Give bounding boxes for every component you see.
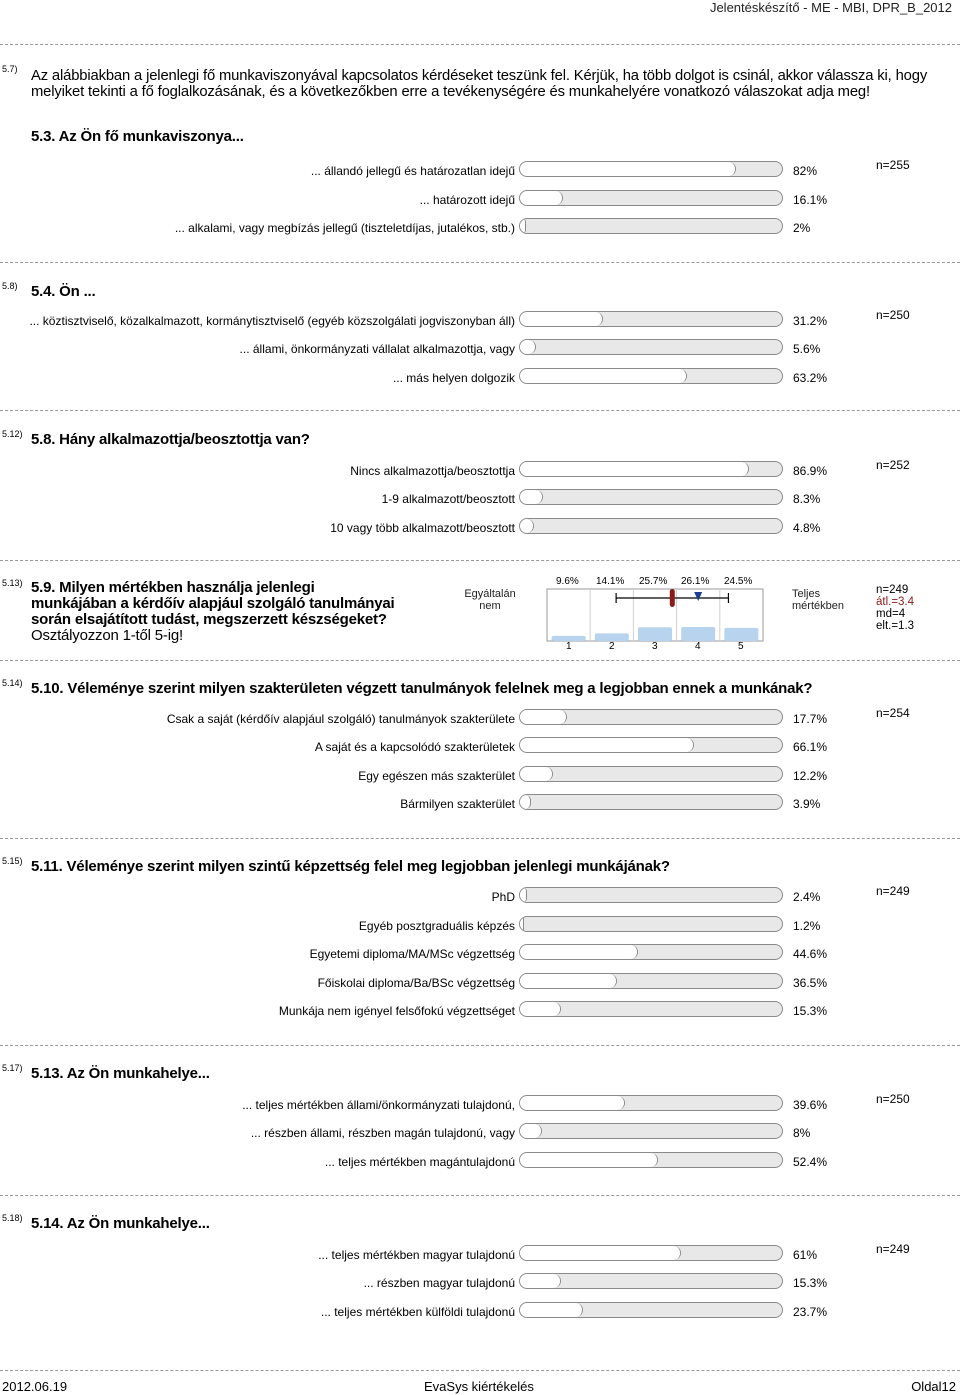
option-label: ... más helyen dolgozik xyxy=(392,371,515,385)
option-label: A saját és a kapcsolódó szakterületek xyxy=(314,740,515,754)
result-bar xyxy=(519,916,783,932)
scale-right-label: Teljes mértékben xyxy=(792,588,844,612)
scale-number: 3 xyxy=(652,641,658,652)
option-percent: 82% xyxy=(793,164,818,178)
option-label: Csak a saját (kérdőív alapjául szolgáló) tanulmányok szakterülete xyxy=(166,712,515,726)
option-percent: 66.1% xyxy=(793,740,828,754)
section-separator xyxy=(0,1045,960,1046)
result-bar xyxy=(519,737,783,753)
question-number: 5.14) xyxy=(2,678,23,688)
question-number: 5.12) xyxy=(2,429,23,439)
question-title: 5.10. Véleménye szerint milyen szakterületen végzett tanulmányok felelnek meg a legjobban ennek a munkának? xyxy=(31,680,813,697)
question-title: 5.3. Az Ön fő munkaviszonya... xyxy=(31,128,244,145)
bar-fill xyxy=(520,191,563,205)
scale-left-label: Egyáltalán nem xyxy=(464,588,516,612)
option-label: ... teljes mértékben külföldi tulajdonú xyxy=(320,1305,515,1319)
result-bar xyxy=(519,218,783,234)
section-intro: Az alábbiakban a jelenlegi fő munkaviszonyával kapcsolatos kérdéseket teszünk fel. Kérjük, ha több dolgot is csinál, akkor válassza ki, hogy melyiket tekinti a fő foglalkozásának, és a következőkben erre a tevékenységére és munkahelyére vonatkozó válaszokat adja meg! xyxy=(31,68,928,100)
option-label: Főiskolai diploma/Ba/BSc végzettség xyxy=(317,976,515,990)
section-separator xyxy=(0,1195,960,1196)
option-percent: 8.3% xyxy=(793,492,821,506)
option-percent: 2% xyxy=(793,221,811,235)
question-title-rest: Osztályozzon 1-től 5-ig! xyxy=(31,627,183,644)
result-bar xyxy=(519,1273,783,1289)
result-bar xyxy=(519,489,783,505)
scale-percent: 24.5% xyxy=(724,576,753,587)
bar-fill xyxy=(520,1124,542,1138)
result-bar xyxy=(519,794,783,810)
option-percent: 16.1% xyxy=(793,193,828,207)
scale-bar xyxy=(638,627,672,641)
result-bar xyxy=(519,973,783,989)
option-label: ... teljes mértékben magyar tulajdonú xyxy=(318,1248,515,1262)
bar-fill xyxy=(520,1303,583,1317)
scale-number: 5 xyxy=(738,641,744,652)
question-number: 5.7) xyxy=(2,64,18,74)
bar-fill xyxy=(520,738,694,752)
option-label: Egyéb posztgraduális képzés xyxy=(358,919,515,933)
option-label: Bármilyen szakterület xyxy=(400,797,515,811)
option-percent: 5.6% xyxy=(793,342,821,356)
option-label: PhD xyxy=(491,890,515,904)
footer-date: 2012.06.19 xyxy=(2,1379,68,1394)
option-label: ... teljes mértékben magántulajdonú xyxy=(324,1155,515,1169)
option-percent: 39.6% xyxy=(793,1098,828,1112)
question-title: 5.14. Az Ön munkahelye... xyxy=(31,1215,210,1232)
question-number: 5.15) xyxy=(2,856,23,866)
option-percent: 8% xyxy=(793,1126,811,1140)
question-title: 5.11. Véleménye szerint milyen szintű képzettség felel meg legjobban jelenlegi munkájának? xyxy=(31,858,670,875)
option-label: ... határozott idejű xyxy=(419,193,515,207)
option-label: ... részben állami, részben magán tulajdonú, vagy xyxy=(250,1126,515,1140)
bar-fill xyxy=(520,1153,658,1167)
option-percent: 86.9% xyxy=(793,464,828,478)
section-separator xyxy=(0,262,960,263)
option-label: ... részben magyar tulajdonú xyxy=(363,1276,515,1290)
question-number: 5.8) xyxy=(2,281,18,291)
bar-fill xyxy=(520,917,524,931)
footer-center: EvaSys kiértékelés xyxy=(424,1379,534,1394)
question-title: 5.4. Ön ... xyxy=(31,283,96,300)
option-label: ... alkalami, vagy megbízás jellegű (tiszteletdíjas, jutalékos, stb.) xyxy=(174,221,515,235)
scale-number: 4 xyxy=(695,641,701,652)
footer-separator xyxy=(0,1370,960,1371)
option-label: Nincs alkalmazottja/beosztottja xyxy=(350,464,515,478)
bar-fill xyxy=(520,1246,681,1260)
scale-bar xyxy=(681,627,715,641)
option-label: Egy egészen más szakterület xyxy=(358,769,515,783)
option-percent: 17.7% xyxy=(793,712,828,726)
option-percent: 1.2% xyxy=(793,919,821,933)
scale-stats xyxy=(876,584,914,632)
bar-fill xyxy=(520,519,534,533)
scale-number: 2 xyxy=(609,641,615,652)
response-count: n=250 xyxy=(876,1092,910,1106)
bar-fill xyxy=(520,219,526,233)
scale-percent: 26.1% xyxy=(681,576,710,587)
bar-fill xyxy=(520,974,617,988)
response-count: n=250 xyxy=(876,308,910,322)
option-percent: 63.2% xyxy=(793,371,828,385)
result-bar xyxy=(519,339,783,355)
result-bar xyxy=(519,1245,783,1261)
question-title: 5.13. Az Ön munkahelye... xyxy=(31,1065,210,1082)
result-bar xyxy=(519,368,783,384)
report-header: Jelentéskészítő - ME - MBI, DPR_B_2012 xyxy=(709,0,952,15)
bar-fill xyxy=(520,490,543,504)
response-count: n=249 xyxy=(876,884,910,898)
option-label: 1-9 alkalmazott/beosztott xyxy=(381,492,515,506)
result-bar xyxy=(519,1302,783,1318)
question-number: 5.18) xyxy=(2,1213,23,1223)
option-percent: 4.8% xyxy=(793,521,821,535)
response-count: n=254 xyxy=(876,706,910,720)
scale-percent: 14.1% xyxy=(596,576,625,587)
option-label: Munkája nem igényel felsőfokú végzettséget xyxy=(278,1004,515,1018)
section-separator xyxy=(0,838,960,839)
option-percent: 2.4% xyxy=(793,890,821,904)
bar-fill xyxy=(520,795,531,809)
result-bar xyxy=(519,766,783,782)
section-separator xyxy=(0,660,960,661)
mean-marker xyxy=(670,589,675,607)
result-bar xyxy=(519,1123,783,1139)
section-separator xyxy=(0,44,960,45)
bar-fill xyxy=(520,369,687,383)
option-percent: 31.2% xyxy=(793,314,828,328)
bar-fill xyxy=(520,1002,561,1016)
result-bar xyxy=(519,161,783,177)
scale-number: 1 xyxy=(566,641,572,652)
result-bar xyxy=(519,709,783,725)
bar-fill xyxy=(520,767,553,781)
scale-bar xyxy=(724,628,758,641)
bar-fill xyxy=(520,710,567,724)
bar-fill xyxy=(520,162,736,176)
response-count: n=249 xyxy=(876,1242,910,1256)
option-percent: 52.4% xyxy=(793,1155,828,1169)
bar-fill xyxy=(520,1096,625,1110)
scale-percent: 9.6% xyxy=(556,576,579,587)
question-title-bold: 5.9. Milyen mértékben használja jelenlegi munkájában a kérdőív alapjául szolgáló tanulmányai során elsajátított tudást, megszerzett készségeket? xyxy=(31,579,395,628)
mean-value: átl.=3.4 xyxy=(876,596,915,608)
option-label: ... teljes mértékben állami/önkormányzati tulajdonú, xyxy=(242,1098,515,1112)
median-value: md=4 xyxy=(876,608,906,620)
result-bar xyxy=(519,1152,783,1168)
option-percent: 12.2% xyxy=(793,769,828,783)
option-label: ... állandó jellegű és határozatlan idejű xyxy=(310,164,515,178)
option-percent: 61% xyxy=(793,1248,818,1262)
response-count: n=255 xyxy=(876,158,910,172)
result-bar xyxy=(519,944,783,960)
question-number: 5.17) xyxy=(2,1063,23,1073)
footer-page: Oldal12 xyxy=(911,1379,956,1394)
result-bar xyxy=(519,1095,783,1111)
scale-bar xyxy=(595,633,629,641)
section-separator xyxy=(0,410,960,411)
option-percent: 36.5% xyxy=(793,976,828,990)
option-percent: 44.6% xyxy=(793,947,828,961)
option-percent: 15.3% xyxy=(793,1276,828,1290)
bar-fill xyxy=(520,312,603,326)
option-label: 10 vagy több alkalmazott/beosztott xyxy=(330,521,515,535)
question-title: 5.8. Hány alkalmazottja/beosztottja van? xyxy=(31,431,310,448)
option-label: ... állami, önkormányzati vállalat alkalmazottja, vagy xyxy=(239,342,515,356)
bar-fill xyxy=(520,945,638,959)
option-label: ... köztisztviselő, közalkalmazott, kormánytisztviselő (egyéb közszolgálati jogviszonyban áll) xyxy=(29,314,515,328)
result-bar xyxy=(519,1001,783,1017)
scale-chart xyxy=(0,584,960,664)
response-count: n=249 xyxy=(876,584,909,596)
bar-fill xyxy=(520,462,749,476)
bar-fill xyxy=(520,888,527,902)
option-percent: 15.3% xyxy=(793,1004,828,1018)
question-number: 5.13) xyxy=(2,578,23,588)
result-bar xyxy=(519,518,783,534)
result-bar xyxy=(519,311,783,327)
option-percent: 3.9% xyxy=(793,797,821,811)
section-separator xyxy=(0,560,960,561)
scale-percent: 25.7% xyxy=(639,576,668,587)
response-count: n=252 xyxy=(876,458,910,472)
option-label: Egyetemi diploma/MA/MSc végzettség xyxy=(309,947,515,961)
result-bar xyxy=(519,887,783,903)
option-percent: 23.7% xyxy=(793,1305,828,1319)
result-bar xyxy=(519,461,783,477)
bar-fill xyxy=(520,1274,561,1288)
bar-fill xyxy=(520,340,536,354)
result-bar xyxy=(519,190,783,206)
std-deviation: elt.=1.3 xyxy=(876,620,915,632)
